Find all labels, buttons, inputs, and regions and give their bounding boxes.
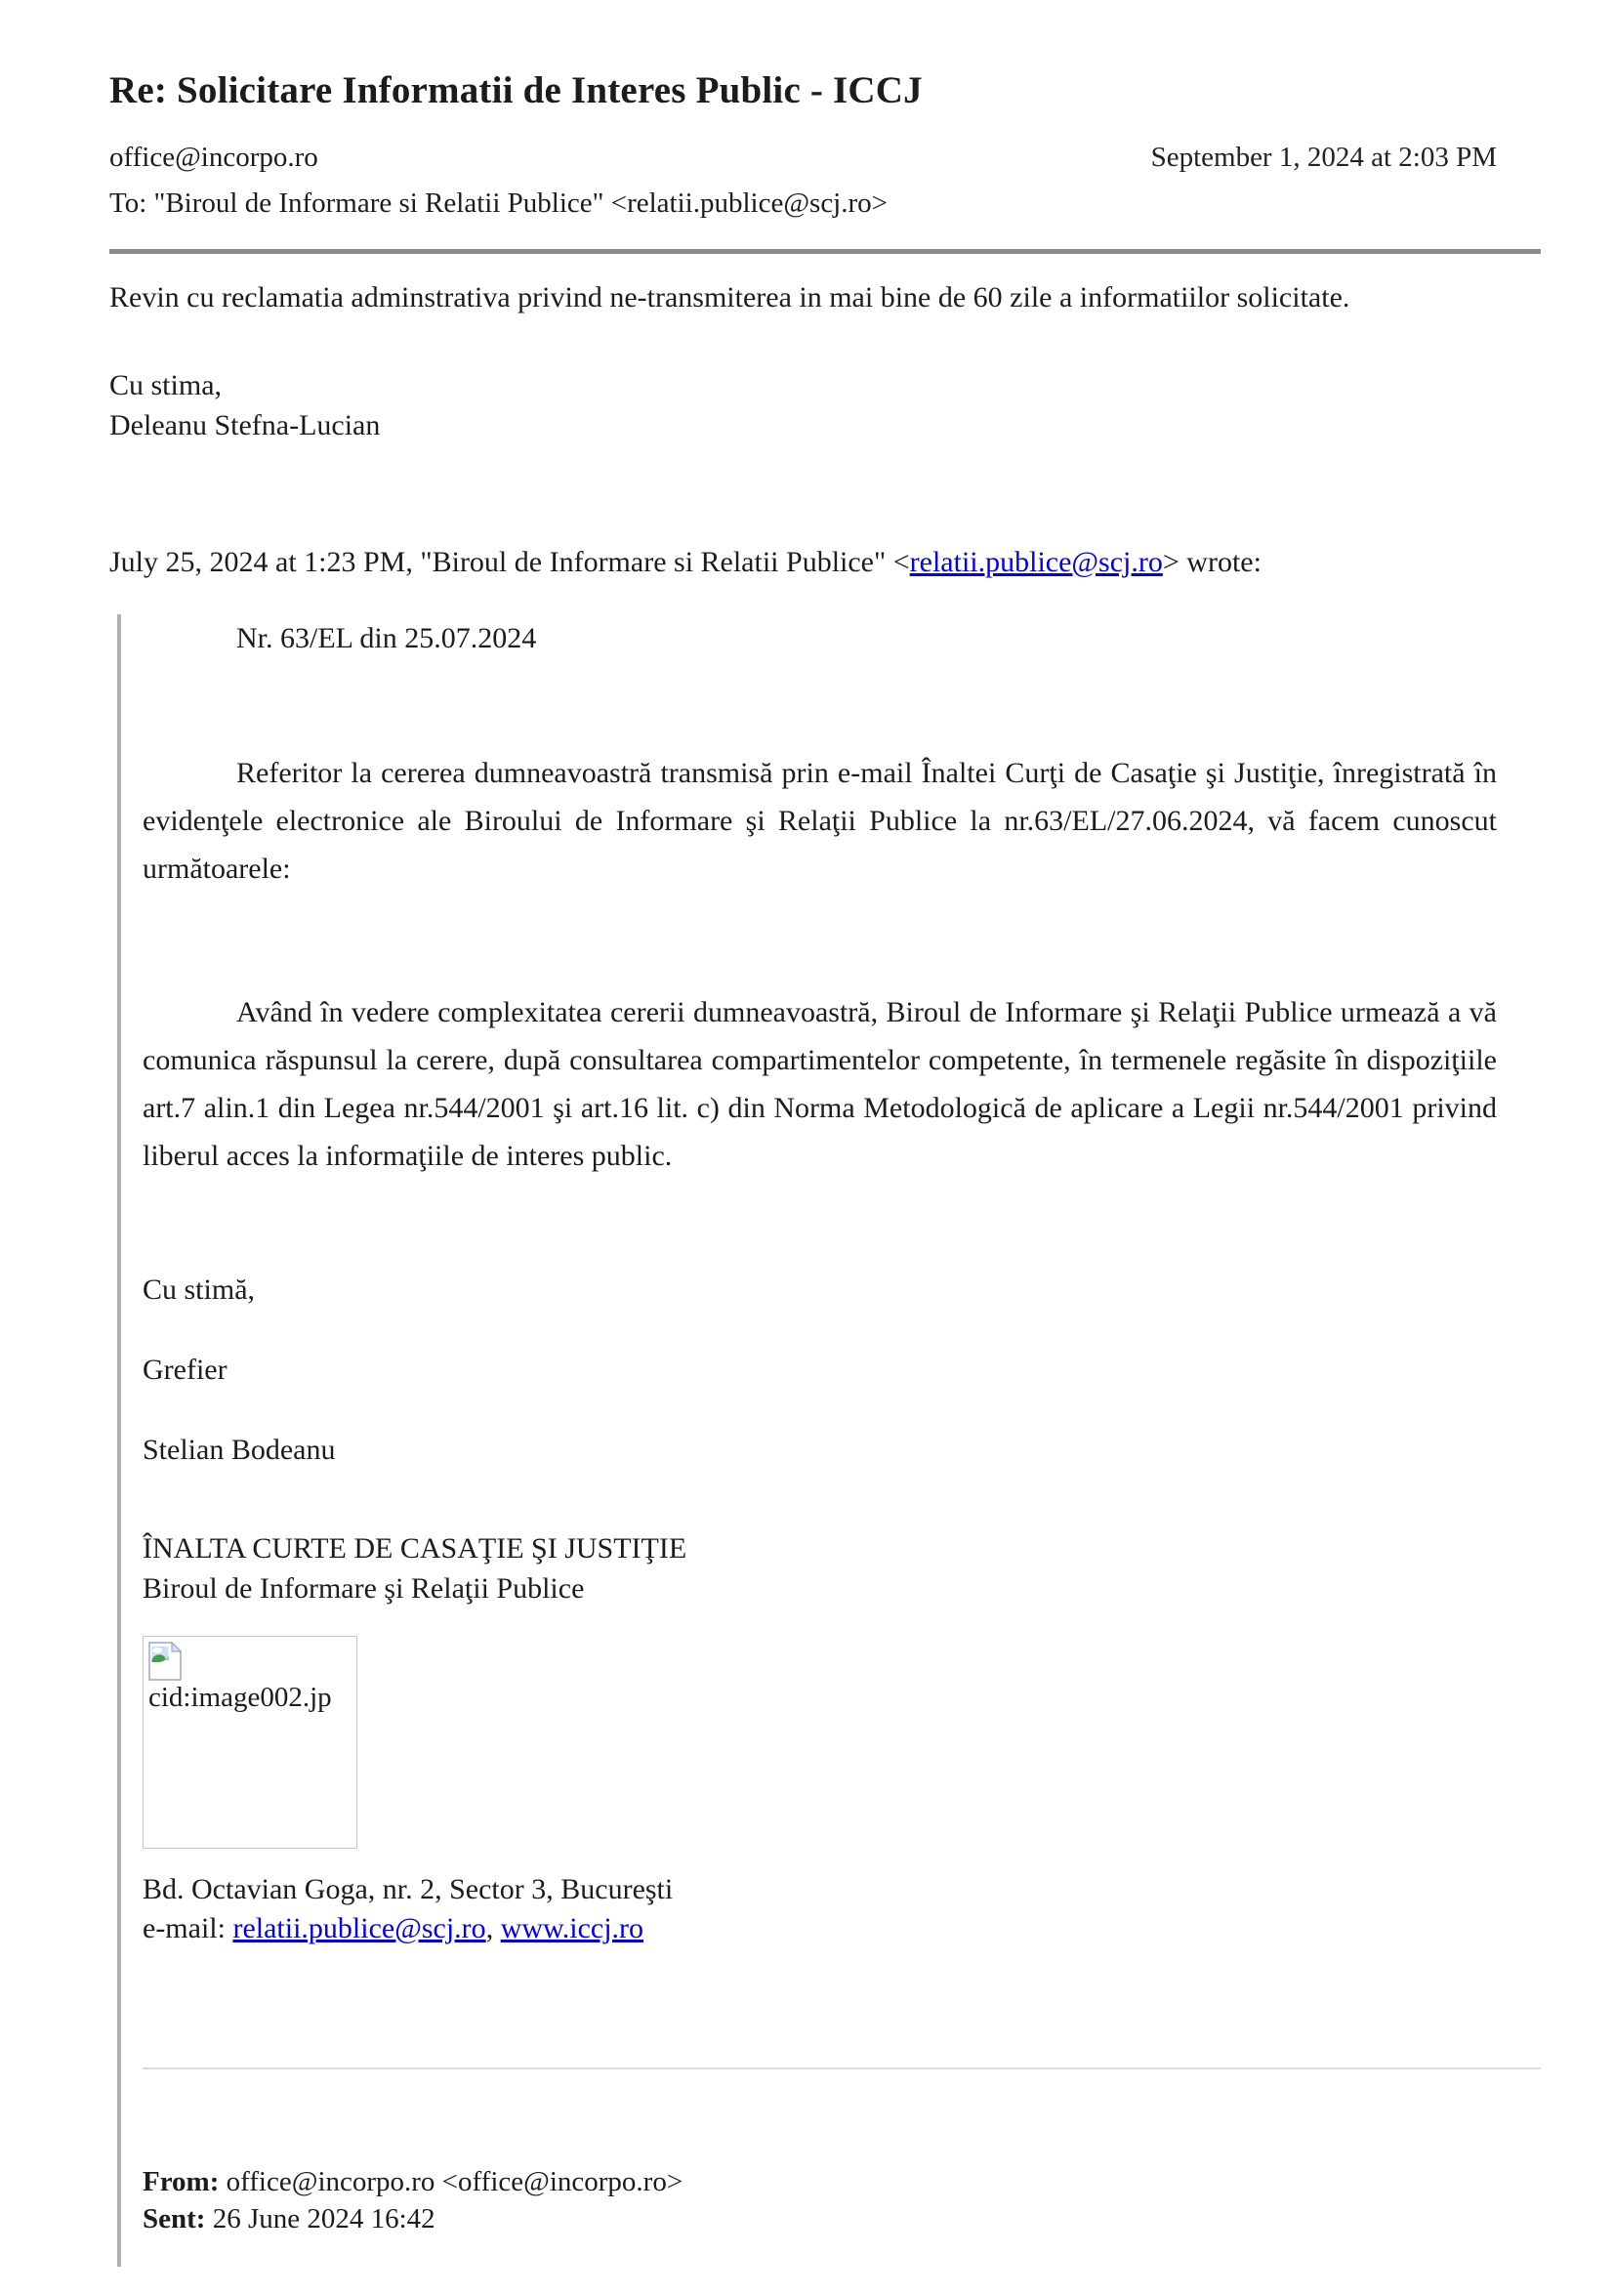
- body-intro-text: Revin cu reclamatia adminstrativa privind ne-transmiterea in mai bine de 60 zile a informatiilor solicitate.: [109, 281, 1350, 313]
- email-subject: Re: Solicitare Informatii de Interes Public - ICCJ: [109, 69, 923, 111]
- quote-attribution-line: [109, 546, 1497, 579]
- contact-email-link[interactable]: relatii.publice@scj.ro: [232, 1911, 486, 1944]
- organization-name: ÎNALTA CURTE DE CASAŢIE ŞI JUSTIŢIE: [143, 1531, 687, 1565]
- original-from-line: [143, 2163, 1497, 2200]
- recipient-line: To: "Biroul de Informare si Relatii Publice" <relatii.publice@scj.ro>: [109, 188, 889, 219]
- cid-placeholder-text: cid:image002.jp: [148, 1681, 332, 1713]
- original-message-headers: [143, 2163, 1497, 2237]
- signer-title: Grefier: [143, 1353, 228, 1386]
- quote-paragraph-2: Având în vedere complexitatea cererii dumneavoastră, Biroul de Informare şi Relaţii Publice urmează a vă comunica răspunsul la cerere, după consultarea compartimentelor competente, în termenele regăsite în dispoziţiile art.7 alin.1 din Legea nr.544/2001 şi art.16 lit. c) din Norma Metodologică de aplicare a Legii nr.544/2001 privind liberul acces la informaţiile de interes public.: [143, 995, 1497, 1172]
- attribution-prefix: July 25, 2024 at 1:23 PM, "Biroul de Informare si Relatii Publice" <: [109, 545, 910, 578]
- signature-name: Deleanu Stefna-Lucian: [109, 409, 381, 442]
- email-meta-row: [109, 142, 1497, 174]
- street-address: Bd. Octavian Goga, nr. 2, Sector 3, Bucureşti: [143, 1872, 674, 1905]
- sender-address: office@incorpo.ro: [109, 142, 318, 173]
- contact-links-line: [143, 1909, 1497, 1948]
- organization-block: [143, 1528, 1497, 1608]
- website-link[interactable]: www.iccj.ro: [500, 1911, 644, 1944]
- sender-signoff: [109, 365, 1497, 446]
- attribution-suffix: > wrote:: [1162, 545, 1262, 578]
- from-value: office@incorpo.ro <office@incorpo.ro>: [219, 2165, 683, 2197]
- quote-paragraph-1: Referitor la cererea dumneavoastră transmisă prin e-mail Înaltei Curţi de Casaţie şi Justiţie, înregistrată în evidenţele electronice ale Biroului de Informare şi Relaţii Publice la nr.63/EL/27.06.2024, vă facem cunoscut următoarele:: [143, 756, 1497, 885]
- sent-value: 26 June 2024 16:42: [205, 2202, 435, 2234]
- links-separator: ,: [485, 1911, 501, 1944]
- quoted-reply-block: [117, 614, 1497, 2267]
- from-label: From:: [143, 2165, 220, 2197]
- email-label: e-mail:: [143, 1911, 233, 1944]
- reference-number: Nr. 63/EL din 25.07.2024: [236, 621, 537, 654]
- header-separator: [109, 249, 1541, 254]
- attribution-email-link[interactable]: relatii.publice@scj.ro: [909, 545, 1163, 578]
- quote-signoff: Cu stimă,: [143, 1273, 256, 1306]
- signer-name: Stelian Bodeanu: [143, 1433, 336, 1466]
- signoff-line: Cu stima,: [109, 369, 223, 401]
- email-date: September 1, 2024 at 2:03 PM: [1150, 142, 1497, 173]
- sent-label: Sent:: [143, 2202, 206, 2234]
- original-sent-line: [143, 2200, 1497, 2237]
- organization-department: Biroul de Informare şi Relaţii Publice: [143, 1571, 585, 1605]
- broken-image-icon: [148, 1642, 182, 1681]
- missing-inline-image-placeholder: [143, 1636, 357, 1849]
- signature-address-block: [143, 1870, 1497, 1948]
- quote-inner-separator: [143, 2067, 1541, 2069]
